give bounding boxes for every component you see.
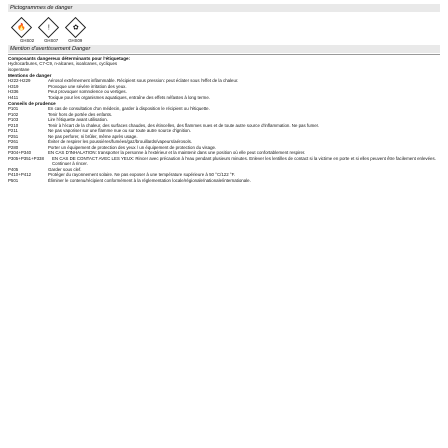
prudence-row: P405 Garder sous clef.: [8, 166, 82, 172]
prudence-row: P210 Tenir à l'écart de la chaleur, des surfaces chaudes, des étincelles, des flammes nues et de toute autre source d'inflammation. Ne pas fumer.: [8, 122, 320, 128]
prudence-row: P305+P351+P338 EN CAS DE CONTACT AVEC LES YEUX: Rincer avec précaution à l'eau pendant plusieurs minutes. Enlever les lentilles de contact si la victime en porte et si elles peuvent être facilement enlevées. Continuer à rincer.: [8, 155, 436, 166]
components-heading: Composants dangereux déterminants pour l'étiquetage:: [8, 56, 131, 61]
pictogram-row: [8, 12, 440, 41]
picto-code: GHS02: [20, 38, 35, 43]
prudence-row: P280 Porter un équipement de protection des yeux / un équipement de protection du visage.: [8, 144, 217, 150]
environment-icon: ✿: [65, 17, 86, 38]
prudence-row: P211 Ne pas vaporiser sur une flamme nue ou sur toute autre source d'ignition.: [8, 128, 191, 133]
pictogram-codes: [8, 38, 440, 43]
components-extra: isopentane: [8, 66, 30, 72]
exclamation-icon: !: [38, 17, 59, 38]
prudence-row: P304+P340 EN CAS D'INHALATION: transporter la personne à l'extérieur et la maintenir dans une position où elle peut confortablement respirer.: [8, 150, 306, 155]
components-list: Hydrocarbures, C7-C9, n-alcanes, isoalcanes, cycliques: [8, 61, 118, 66]
hazard-row: H336 Peut provoquer somnolence ou vertiges.: [8, 89, 127, 94]
prudence-row: P101 En cas de consultation d'un médecin, garder à disposition le récipient ou l'étiquette.: [8, 106, 210, 111]
prudence-row: P501 Éliminer le contenu/récipient conformément à la réglementation locale/régionale/nationale/internationale.: [8, 177, 251, 183]
hazard-statements: [8, 78, 440, 100]
section-pictograms: Pictogrammes de danger: [8, 4, 440, 12]
hazard-heading: Mentions de danger: [8, 73, 52, 78]
prudence-row: P410+P412 Protéger du rayonnement solaire. Ne pas exposer à une température supérieure à 50 °C/122 °F.: [8, 172, 236, 177]
prudence-statements: [8, 106, 440, 183]
prudence-row: P261 Éviter de respirer les poussières/fumées/gaz/brouillards/vapeurs/aérosols.: [8, 139, 192, 144]
hazard-row: H222-H229 Aérosol extrêmement inflammable. Récipient sous pression: peut éclater sous l'effet de la chaleur.: [8, 78, 239, 83]
picto-code: GHS07: [44, 38, 59, 43]
picto-code: GHS09: [68, 38, 83, 43]
hazard-row: H411 Toxique pour les organismes aquatiques, entraîne des effets néfastes à long terme.: [8, 94, 210, 100]
hazard-row: H319 Provoque une sévère irritation des yeux.: [8, 83, 127, 89]
prudence-row: P103 Lire l'étiquette avant utilisation.: [8, 117, 108, 122]
flame-icon: 🔥: [11, 17, 32, 38]
prudence-row: P102 Tenir hors de portée des enfants.: [8, 111, 113, 117]
section-mention: Mention d'avertissement Danger: [8, 45, 440, 53]
prudence-row: P251 Ne pas perforer, ni brûler, même après usage.: [8, 133, 138, 139]
prudence-heading: Conseils de prudence: [8, 101, 56, 106]
